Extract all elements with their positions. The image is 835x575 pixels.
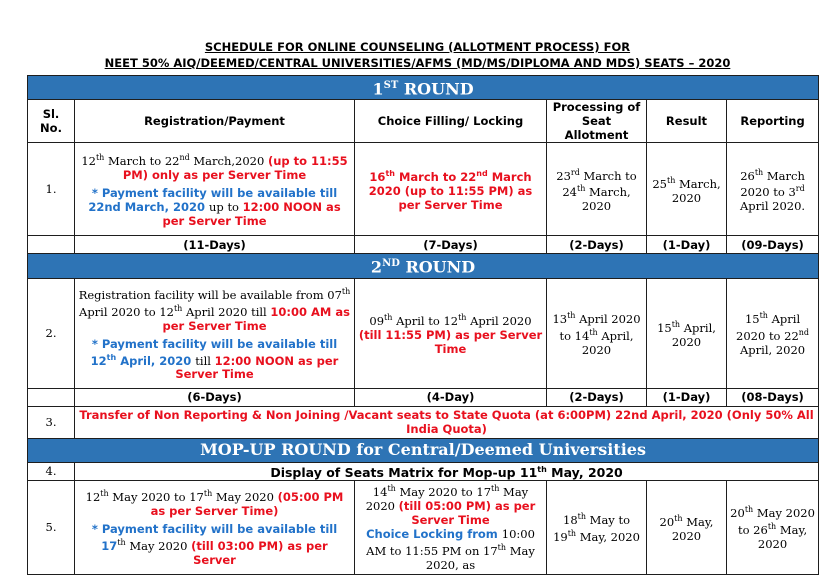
- header-processing: Processing of Seat Allotment: [547, 100, 647, 143]
- r1-result: 25th March, 2020: [647, 143, 727, 236]
- r2-reporting: 15th April 2020 to 22nd April, 2020: [727, 278, 819, 388]
- round2-band: [28, 254, 819, 278]
- r2-duration-registration: (6-Days): [75, 388, 355, 406]
- mopup-band: [28, 438, 819, 462]
- round5-row: [28, 480, 819, 574]
- r4-sl: 4.: [28, 462, 75, 480]
- r1-registration: 12th March to 22nd March,2020 (up to 11:55 PM) only as per Server Time * Payment facility will be available till 22nd March, 2020 up to 12:00 NOON as per Server Time: [75, 143, 355, 236]
- mopup-heading: MOP-UP ROUND for Central/Deemed Universities: [28, 438, 819, 462]
- r1-duration-reporting: (09-Days): [727, 236, 819, 254]
- round1-row: [28, 143, 819, 236]
- schedule-table: [27, 75, 819, 575]
- r2-duration-reporting: (08-Days): [727, 388, 819, 406]
- r5-processing: 18th May to 19th May, 2020: [547, 480, 647, 574]
- round4-row: [28, 462, 819, 480]
- header-choice: Choice Filling/ Locking: [355, 100, 547, 143]
- r5-registration: 12th May 2020 to 17th May 2020 (05:00 PM as per Server Time) * Payment facility will be available till 17th May 2020 (till 03:00 PM) as per Server: [75, 480, 355, 574]
- header-row: [28, 100, 819, 143]
- r1-reporting: 26th March 2020 to 3rd April 2020.: [727, 143, 819, 236]
- r1-choice: 16th March to 22nd March 2020 (up to 11:55 PM) as per Server Time: [355, 143, 547, 236]
- r1-sl: 1.: [28, 143, 75, 236]
- round3-row: [28, 406, 819, 438]
- r2-duration-choice: (4-Day): [355, 388, 547, 406]
- r1-processing: 23rd March to 24th March, 2020: [547, 143, 647, 236]
- r2-processing: 13th April 2020 to 14th April, 2020: [547, 278, 647, 388]
- r2-duration-result: (1-Day): [647, 388, 727, 406]
- r1-duration-choice: (7-Days): [355, 236, 547, 254]
- round1-heading: 1ST ROUND: [28, 76, 819, 100]
- r3-transfer-text: Transfer of Non Reporting & Non Joining /Vacant seats to State Quota (at 6:00PM) 22nd April, 2020 (Only 50% All India Quota): [75, 406, 819, 438]
- r1-duration-result: (1-Day): [647, 236, 727, 254]
- round1-band: [28, 76, 819, 100]
- r3-sl: 3.: [28, 406, 75, 438]
- r1-durations-row: [28, 236, 819, 254]
- header-result: Result: [647, 100, 727, 143]
- doc-title-line1: SCHEDULE FOR ONLINE COUNSELING (ALLOTMENT PROCESS) FOR: [204, 40, 631, 54]
- header-sl: Sl. No.: [28, 100, 75, 143]
- header-registration: Registration/Payment: [75, 100, 355, 143]
- round2-heading: 2ND ROUND: [28, 254, 819, 278]
- r5-reporting: 20th May 2020 to 26th May, 2020: [727, 480, 819, 574]
- r2-duration-processing: (2-Days): [547, 388, 647, 406]
- r2-result: 15th April, 2020: [647, 278, 727, 388]
- r5-sl: 5.: [28, 480, 75, 574]
- r1-duration-processing: (2-Days): [547, 236, 647, 254]
- r2-sl: 2.: [28, 278, 75, 388]
- r5-choice: 14th May 2020 to 17th May 2020 (till 05:00 PM) as per Server Time Choice Locking from 10:00 AM to 11:55 PM on 17th May 2020, as: [355, 480, 547, 574]
- r4-seat-matrix-text: Display of Seats Matrix for Mop-up 11th May, 2020: [75, 462, 819, 480]
- doc-title-line2: NEET 50% AIQ/DEEMED/CENTRAL UNIVERSITIES/AFMS (MD/MS/DIPLOMA AND MDS) SEATS – 2020: [104, 56, 731, 70]
- round2-row: [28, 278, 819, 388]
- r2-durations-row: [28, 388, 819, 406]
- header-reporting: Reporting: [727, 100, 819, 143]
- r5-result: 20th May, 2020: [647, 480, 727, 574]
- r1-duration-registration: (11-Days): [75, 236, 355, 254]
- r2-registration: Registration facility will be available from 07th April 2020 to 12th April 2020 till 10:00 AM as per Server Time * Payment facility will be available till 12th April, 2020 till 12:00 NOON as per Server Time: [75, 278, 355, 388]
- r2-choice: 09th April to 12th April 2020 (till 11:55 PM) as per Server Time: [355, 278, 547, 388]
